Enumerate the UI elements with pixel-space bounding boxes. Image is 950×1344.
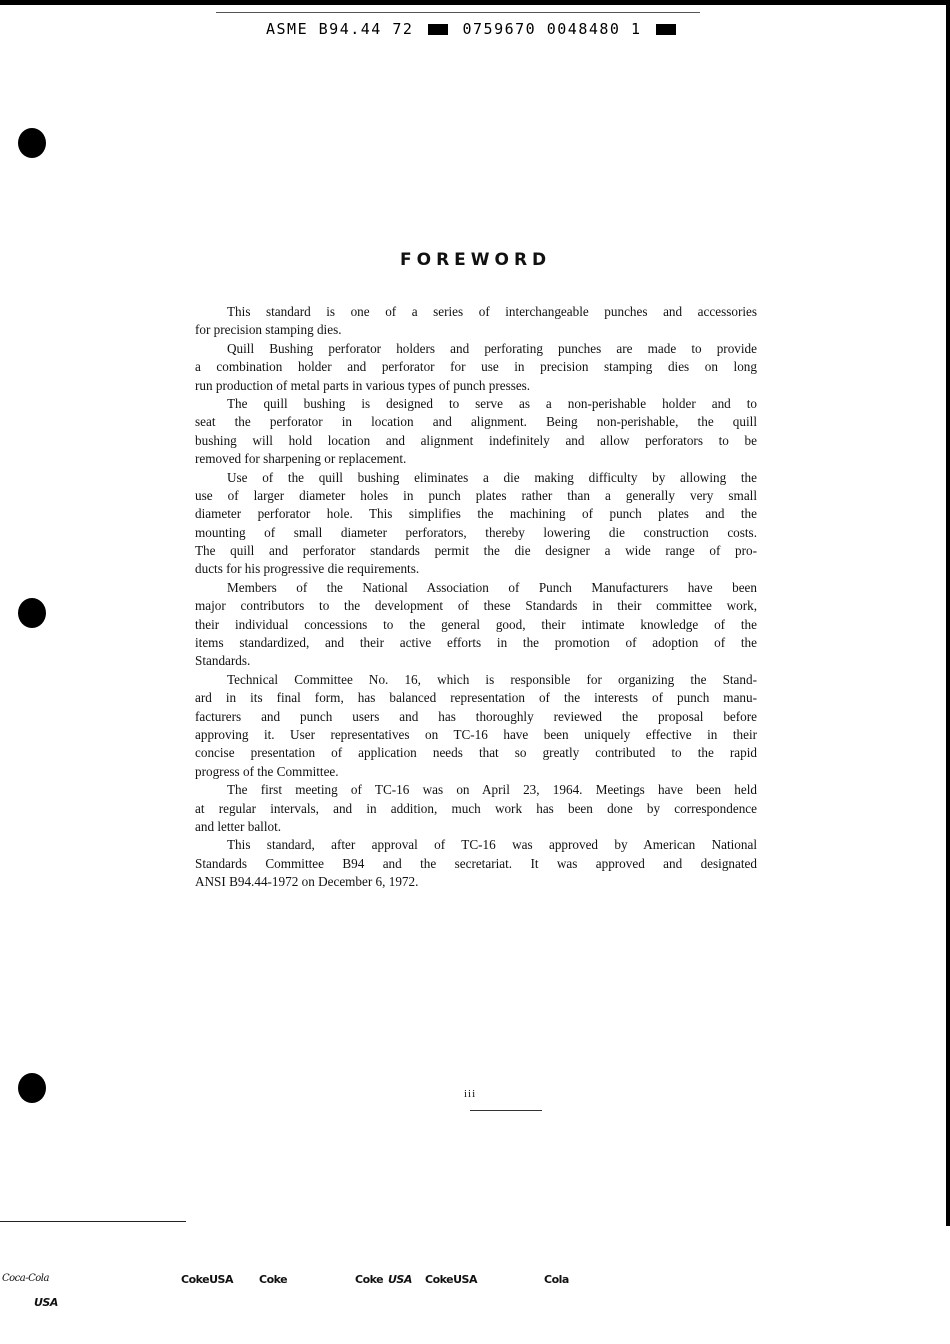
binder-hole-icon bbox=[18, 598, 46, 628]
binder-hole-icon bbox=[18, 128, 46, 158]
black-block-icon bbox=[428, 24, 448, 35]
coca-cola-logo: Coca-Cola bbox=[2, 1273, 49, 1284]
page-number-rule bbox=[470, 1110, 542, 1111]
footer-item: Cola bbox=[544, 1273, 569, 1286]
text-line: removed for sharpening or replacement. bbox=[195, 451, 407, 467]
text-line: ard in its final form, has balanced representation of the interests of punch manu- bbox=[195, 690, 757, 706]
footer-item: Coke bbox=[259, 1273, 288, 1286]
text-line: Standards Committee B94 and the secretariat. It was approved and designated bbox=[195, 855, 757, 871]
text-line: Quill Bushing perforator holders and perforating punches are made to provide bbox=[227, 340, 757, 356]
document-code-numbers: 0759670 0048480 1 bbox=[462, 20, 642, 38]
footer-item: Coke bbox=[355, 1273, 384, 1286]
text-line: This standard, after approval of TC-16 was approved by American National bbox=[227, 837, 757, 853]
binder-hole-icon bbox=[18, 1073, 46, 1103]
footer-item: USA bbox=[388, 1273, 412, 1286]
footer-rule bbox=[0, 1221, 186, 1222]
text-line: at regular intervals, and in addition, much work has been done by correspondence bbox=[195, 800, 757, 816]
text-line: use of larger diameter holes in punch plates rather than a generally very small bbox=[195, 487, 757, 503]
document-code bbox=[266, 20, 680, 38]
page-title: FOREWORD bbox=[400, 250, 552, 270]
scan-right-border bbox=[946, 0, 950, 1226]
header-rule bbox=[216, 12, 700, 13]
black-block-icon bbox=[656, 24, 676, 35]
text-line: bushing will hold location and alignment indefinitely and allow perforators to be bbox=[195, 432, 757, 448]
text-line: for precision stamping dies. bbox=[195, 322, 342, 338]
footer-item: CokeUSA bbox=[425, 1273, 477, 1286]
scan-top-border bbox=[0, 0, 950, 5]
text-line: Use of the quill bushing eliminates a die making difficulty by allowing the bbox=[227, 469, 757, 485]
text-line: Standards. bbox=[195, 653, 251, 669]
text-line: items standardized, and their active efforts in the promotion of adoption of the bbox=[195, 635, 757, 651]
text-line: Technical Committee No. 16, which is responsible for organizing the Stand- bbox=[227, 671, 757, 687]
text-line: concise presentation of application needs that so greatly contributed to the rapid bbox=[195, 745, 757, 761]
page-number: iii bbox=[464, 1088, 477, 1100]
text-line: Members of the National Association of Punch Manufacturers have been bbox=[227, 579, 757, 595]
text-line: diameter perforator hole. This simplifies the machining of punch plates and the bbox=[195, 506, 757, 522]
text-line: This standard is one of a series of interchangeable punches and accessories bbox=[227, 304, 757, 319]
text-line: mounting of small diameter perforators, thereby lowering die construction costs. bbox=[195, 524, 757, 540]
text-line: approving it. User representatives on TC-16 have been uniquely effective in their bbox=[195, 726, 757, 742]
text-line: a combination holder and perforator for use in precision stamping dies on long bbox=[195, 359, 757, 375]
text-line: major contributors to the development of these Standards in their committee work, bbox=[195, 598, 757, 614]
text-line: facturers and punch users and has thoroughly reviewed the proposal before bbox=[195, 708, 757, 724]
text-line: ANSI B94.44-1972 on December 6, 1972. bbox=[195, 874, 419, 890]
foreword-text bbox=[195, 303, 757, 892]
footer-usa: USA bbox=[34, 1296, 58, 1309]
text-line: run production of metal parts in various types of punch presses. bbox=[195, 377, 531, 393]
text-line: and letter ballot. bbox=[195, 818, 282, 834]
document-code-left: ASME B94.44 72 bbox=[266, 20, 414, 38]
text-line: The quill and perforator standards permit the die designer a wide range of pro- bbox=[195, 543, 757, 559]
text-line: The quill bushing is designed to serve as a non-perishable holder and to bbox=[227, 395, 757, 411]
footer-item: CokeUSA bbox=[181, 1273, 233, 1286]
text-line: seat the perforator in location and alignment. Being non-perishable, the quill bbox=[195, 414, 757, 430]
text-line: ducts for his progressive die requirements. bbox=[195, 561, 420, 577]
text-line: progress of the Committee. bbox=[195, 763, 339, 779]
text-line: their individual concessions to the general good, their intimate knowledge of the bbox=[195, 616, 757, 632]
text-line: The first meeting of TC-16 was on April 23, 1964. Meetings have been held bbox=[227, 782, 757, 798]
